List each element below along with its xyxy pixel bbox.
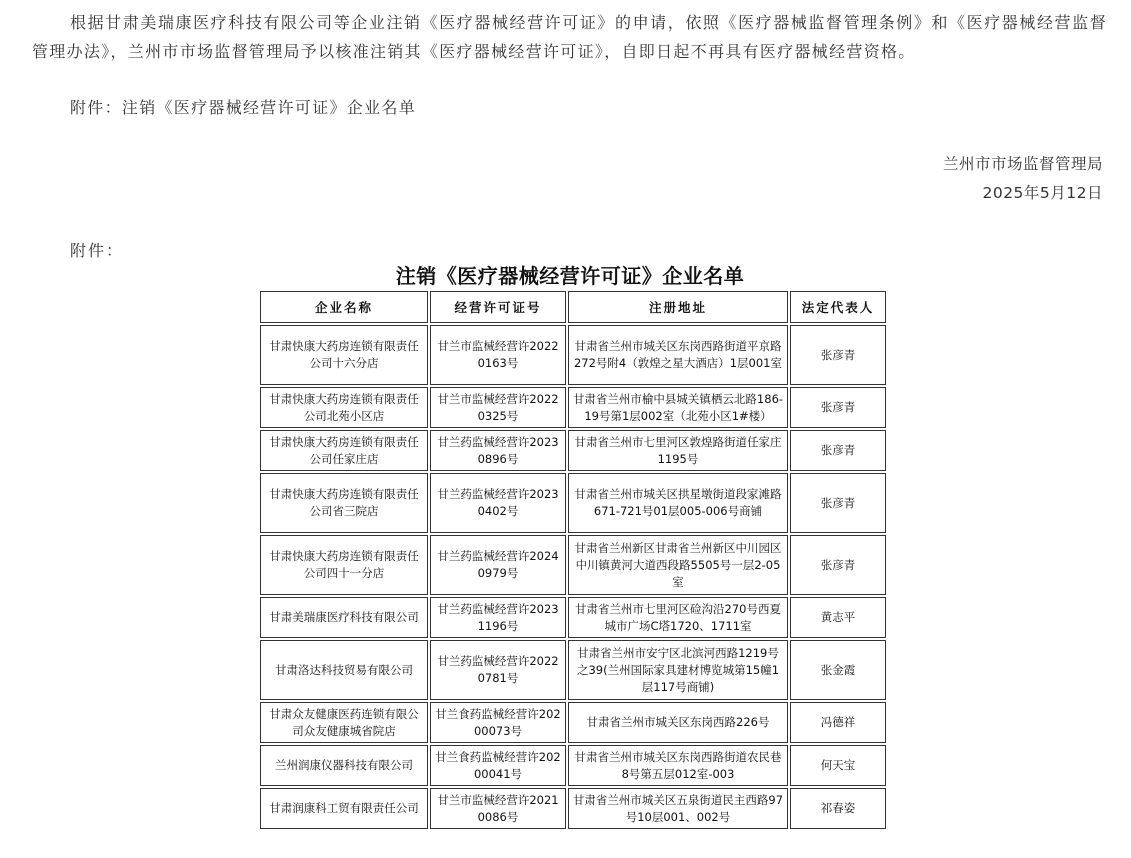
company-name-cell: 甘肃快康大药房连锁有限责任公司北苑小区店 [260, 387, 428, 428]
license-number-cell: 甘兰药监械经营许20240979号 [430, 535, 566, 595]
company-name-cell: 甘肃洛达科技贸易有限公司 [260, 640, 428, 700]
company-name-cell: 甘肃众友健康医药连锁有限公司众友健康城省院店 [260, 702, 428, 743]
legal-representative-cell: 张彦青 [790, 535, 886, 595]
registered-address-cell: 甘肃省兰州市城关区东岗西路226号 [568, 702, 788, 743]
company-name-cell: 甘肃润康科工贸有限责任公司 [260, 788, 428, 829]
table-row [260, 535, 886, 595]
company-name-cell: 兰州润康仪器科技有限公司 [260, 745, 428, 786]
legal-representative-cell: 何天宝 [790, 745, 886, 786]
issuer-name: 兰州市市场监督管理局 [942, 155, 1103, 173]
registered-address-cell: 甘肃省兰州市七里河区敦煌路街道任家庄1195号 [568, 430, 788, 471]
legal-representative-cell: 张彦青 [790, 325, 886, 385]
table-row [260, 788, 886, 829]
registered-address-cell: 甘肃省兰州市榆中县城关镇栖云北路186-19号第1层002室（北苑小区1#楼） [568, 387, 788, 428]
license-number-cell: 甘兰药监械经营许20220781号 [430, 640, 566, 700]
legal-representative-cell: 张彦青 [790, 430, 886, 471]
registered-address-cell: 甘肃省兰州市七里河区硷沟沿270号西夏城市广场C塔1720、1711室 [568, 597, 788, 638]
table-row [260, 473, 886, 533]
registered-address-cell: 甘肃省兰州市城关区东岗西路街道农民巷8号第五层012室-003 [568, 745, 788, 786]
license-number-cell: 甘兰药监械经营许20230896号 [430, 430, 566, 471]
legal-representative-cell: 黄志平 [790, 597, 886, 638]
revoked-license-table [258, 289, 888, 831]
legal-representative-cell: 张彦青 [790, 473, 886, 533]
license-number-cell: 甘兰食药监械经营许20200041号 [430, 745, 566, 786]
header-company-name: 企业名称 [260, 291, 428, 323]
registered-address-cell: 甘肃省兰州市城关区东岗西路街道平京路272号附4（敦煌之星大酒店）1层001室 [568, 325, 788, 385]
registered-address-cell: 甘肃省兰州市安宁区北滨河西路1219号之39(兰州国际家具建材博览城第15幢1层117号商铺) [568, 640, 788, 700]
table-row [260, 430, 886, 471]
legal-representative-cell: 张金霞 [790, 640, 886, 700]
company-name-cell: 甘肃快康大药房连锁有限责任公司任家庄店 [260, 430, 428, 471]
header-license-number: 经营许可证号 [430, 291, 566, 323]
legal-representative-cell: 祁春姿 [790, 788, 886, 829]
header-legal-representative: 法定代表人 [790, 291, 886, 323]
legal-representative-cell: 冯德祥 [790, 702, 886, 743]
license-number-cell: 甘兰市监械经营许20220163号 [430, 325, 566, 385]
company-name-cell: 甘肃美瑞康医疗科技有限公司 [260, 597, 428, 638]
license-number-cell: 甘兰药监械经营许20230402号 [430, 473, 566, 533]
company-name-cell: 甘肃快康大药房连锁有限责任公司十六分店 [260, 325, 428, 385]
legal-representative-cell: 张彦青 [790, 387, 886, 428]
table-header-row [260, 291, 886, 323]
registered-address-cell: 甘肃省兰州新区甘肃省兰州新区中川园区中川镇黄河大道西段路5505号一层2-05室 [568, 535, 788, 595]
attachment-reference: 附件：注销《医疗器械经营许可证》企业名单 [70, 98, 417, 117]
license-number-cell: 甘兰食药监械经营许20200073号 [430, 702, 566, 743]
issue-date: 2025年5月12日 [982, 184, 1103, 202]
license-number-cell: 甘兰市监械经营许20220325号 [430, 387, 566, 428]
header-registered-address: 注册地址 [568, 291, 788, 323]
company-name-cell: 甘肃快康大药房连锁有限责任公司省三院店 [260, 473, 428, 533]
table-row [260, 387, 886, 428]
registered-address-cell: 甘肃省兰州市城关区五泉街道民主西路97号10层001、002号 [568, 788, 788, 829]
table-row [260, 640, 886, 700]
table-row [260, 325, 886, 385]
table-row [260, 745, 886, 786]
table-row [260, 597, 886, 638]
table-row [260, 702, 886, 743]
license-number-cell: 甘兰药监械经营许20231196号 [430, 597, 566, 638]
table-title: 注销《医疗器械经营许可证》企业名单 [395, 264, 745, 288]
company-name-cell: 甘肃快康大药房连锁有限责任公司四十一分店 [260, 535, 428, 595]
notice-paragraph: 根据甘肃美瑞康医疗科技有限公司等企业注销《医疗器械经营许可证》的申请，依照《医疗器械监督管理条例》和《医疗器械经营监督管理办法》，兰州市市场监督管理局予以核准注销其《医疗器械经营许可证》，自即日起不再具有医疗器械经营资格。 [32, 13, 1107, 61]
license-number-cell: 甘兰市监械经营许20210086号 [430, 788, 566, 829]
attachment-label: 附件： [70, 241, 125, 260]
registered-address-cell: 甘肃省兰州市城关区拱星墩街道段家滩路671-721号01层005-006号商铺 [568, 473, 788, 533]
